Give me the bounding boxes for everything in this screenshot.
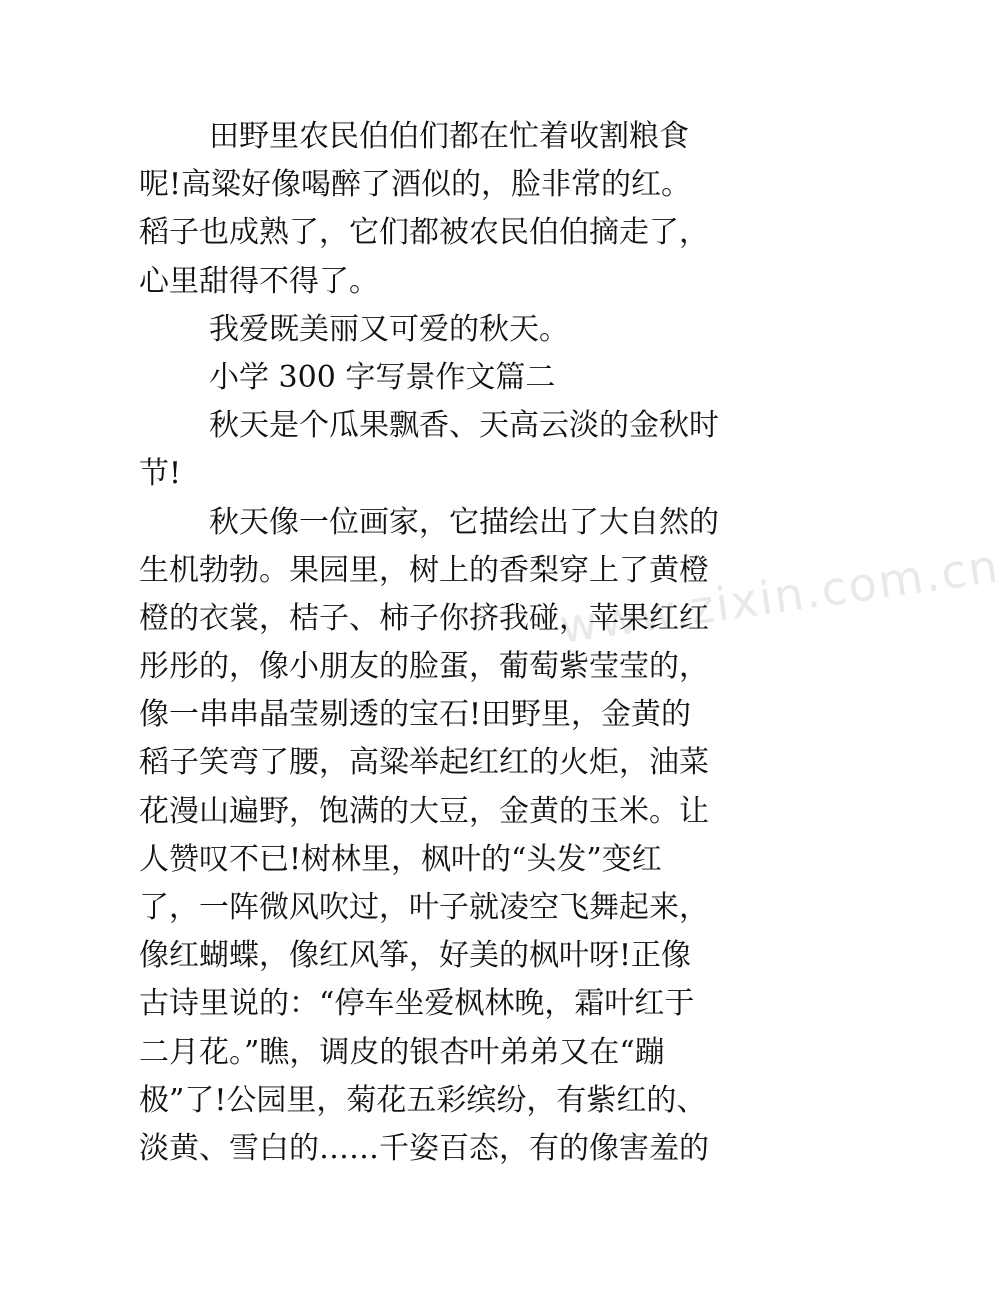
paragraph-line: 秋天像一位画家，它描绘出了大自然的: [209, 504, 719, 540]
paragraph-line: 稻子笑弯了腰，高粱举起红红的火炬，油菜: [139, 745, 709, 781]
paragraph-line: 淡黄、雪白的……千姿百态，有的像害羞的: [139, 1130, 709, 1166]
paragraph-line: 像一串串晶莹剔透的宝石!田野里，金黄的: [139, 697, 692, 733]
paragraph-line: 生机勃勃。果园里，树上的香梨穿上了黄橙: [139, 552, 709, 588]
paragraph-line: 我爱既美丽又可爱的秋天。: [209, 311, 569, 347]
paragraph-line: 了，一阵微风吹过，叶子就凌空飞舞起来，: [139, 890, 709, 925]
paragraph-line: 心里甜得不得了。: [139, 263, 379, 299]
paragraph-line: 像红蝴蝶，像红风筝，好美的枫叶呀!正像: [139, 938, 692, 974]
paragraph-line: 古诗里说的：“停车坐爱枫林晚，霜叶红于: [139, 986, 695, 1022]
section-heading: 小学 300 字写景作文篇二: [209, 359, 556, 395]
paragraph-line: 橙的衣裳，桔子、柿子你挤我碰，苹果红红: [139, 600, 709, 636]
paragraph-line: 节!: [139, 456, 182, 492]
paragraph-line: 稻子也成熟了，它们都被农民伯伯摘走了，: [139, 215, 709, 251]
paragraph-line: 极”了!公园里，菊花五彩缤纷，有紫红的、: [139, 1082, 707, 1118]
paragraph-line: 呢!高粱好像喝醉了酒似的，脸非常的红。: [139, 167, 692, 203]
paragraph-line: 秋天是个瓜果飘香、天高云淡的金秋时: [209, 408, 719, 444]
paragraph-line: 人赞叹不已!树林里，枫叶的“头发”变红: [139, 841, 662, 877]
body-text: [139, 113, 799, 1173]
watermark: www.zixin.com.cn: [556, 538, 1003, 654]
paragraph-line: 花漫山遍野，饱满的大豆，金黄的玉米。让: [139, 793, 709, 829]
paragraph-line: 田野里农民伯伯们都在忙着收割粮食: [209, 119, 689, 154]
paragraph-line: 二月花。”瞧，调皮的银杏叶弟弟又在“蹦: [139, 1034, 665, 1070]
paragraph-line: 彤彤的，像小朋友的脸蛋，葡萄紫莹莹的，: [139, 649, 709, 685]
